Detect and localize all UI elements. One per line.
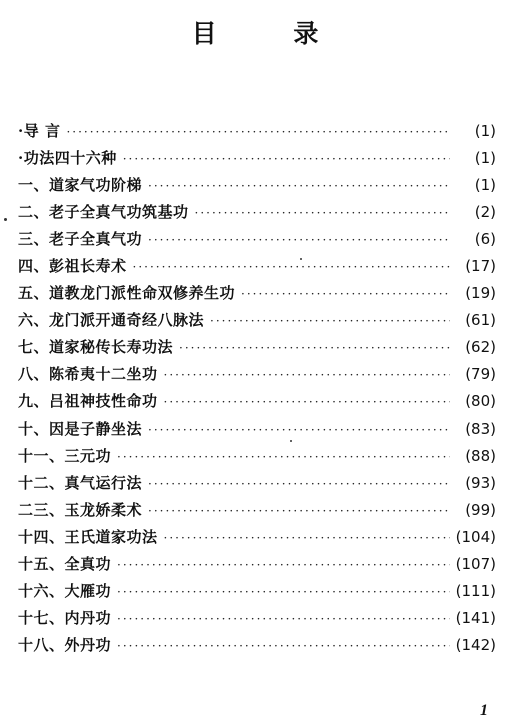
toc-entry[interactable] <box>18 445 496 472</box>
page-title: 目 录 <box>191 19 353 48</box>
toc-entry[interactable] <box>18 526 496 553</box>
toc-entry[interactable] <box>18 336 496 363</box>
toc-entry-page: (6) <box>474 230 496 249</box>
toc-entry[interactable] <box>18 607 496 634</box>
toc-entry-label: 三、老子全真气功 <box>18 230 143 249</box>
dot-leader <box>210 314 450 328</box>
toc-entry-page: (2) <box>474 203 496 222</box>
dot-leader <box>117 639 450 653</box>
toc-entry-page: (79) <box>465 365 496 384</box>
toc-entry-label: 六、龙门派开通奇经八脉法 <box>18 311 205 330</box>
toc-entry-label: 二、老子全真气功筑基功 <box>18 203 189 222</box>
dot-leader <box>117 612 450 626</box>
toc-entry-page: (88) <box>465 446 496 465</box>
toc-entry-page: (111) <box>455 581 496 600</box>
toc-entry[interactable] <box>18 499 496 526</box>
toc-entry[interactable] <box>18 580 496 607</box>
toc-entry-label: ·导 言 <box>18 122 61 140</box>
toc-entry-label: 十、因是子静坐法 <box>18 419 143 438</box>
toc-entry-label: 十一、三元功 <box>18 446 112 465</box>
dot-leader <box>164 531 450 545</box>
toc-entry-label: 八、陈希夷十二坐功 <box>18 365 158 384</box>
toc-entry-page: (104) <box>455 527 496 546</box>
toc-entry-label: 五、道教龙门派性命双修养生功 <box>18 284 236 303</box>
dot-leader <box>123 152 450 166</box>
toc-entry-page: (1) <box>474 176 496 195</box>
toc-entry-page: (83) <box>465 419 496 438</box>
dot-leader <box>66 125 450 139</box>
dot-leader <box>117 585 450 599</box>
toc-entry[interactable] <box>18 363 496 390</box>
scan-speck <box>300 258 302 260</box>
toc-entry-label: 四、彭祖长寿术 <box>18 257 127 276</box>
toc-entry[interactable] <box>18 147 496 174</box>
toc-entry[interactable] <box>18 634 496 661</box>
toc-entry[interactable] <box>18 201 496 228</box>
toc-entry[interactable] <box>18 174 496 201</box>
toc-entry-label: ·功法四十六种 <box>18 149 117 168</box>
toc-entry[interactable] <box>18 255 496 282</box>
dot-leader <box>164 395 450 409</box>
toc-entry[interactable] <box>18 390 496 417</box>
dot-leader <box>148 504 450 518</box>
toc-entry[interactable] <box>18 418 496 445</box>
toc-entry[interactable] <box>18 120 496 147</box>
toc-entry-page: (17) <box>465 257 496 276</box>
toc-entry-page: (19) <box>465 284 496 303</box>
toc-entry-page: (61) <box>465 311 496 330</box>
toc-entry-label: 一、道家气功阶梯 <box>18 176 143 195</box>
page-number: 1 <box>480 702 488 719</box>
dot-leader <box>148 233 450 247</box>
toc-entry-label: 十四、王氏道家功法 <box>18 527 158 546</box>
toc-entry[interactable] <box>18 228 496 255</box>
toc-entry-page: (99) <box>465 500 496 519</box>
dot-leader <box>133 260 450 274</box>
toc-entry-page: (141) <box>455 608 496 627</box>
toc-entry[interactable] <box>18 282 496 309</box>
dot-leader <box>241 287 450 301</box>
dot-leader <box>148 423 450 437</box>
toc-entry-label: 十七、内丹功 <box>18 608 112 627</box>
toc-entry-label: 十八、外丹功 <box>18 635 112 654</box>
toc-entry[interactable] <box>18 309 496 336</box>
toc-entry[interactable] <box>18 553 496 580</box>
toc-entry-page: (1) <box>474 122 496 140</box>
scan-speck <box>290 440 292 442</box>
toc-entry-page: (93) <box>465 473 496 492</box>
toc-entry-page: (142) <box>455 635 496 654</box>
toc-entry-page: (107) <box>455 554 496 573</box>
table-of-contents <box>18 120 496 661</box>
toc-entry-page: (80) <box>465 392 496 411</box>
toc-entry[interactable] <box>18 472 496 499</box>
toc-entry-page: (62) <box>465 338 496 357</box>
toc-entry-label: 十六、大雁功 <box>18 581 112 600</box>
toc-entry-page: (1) <box>474 149 496 168</box>
dot-leader <box>148 179 450 193</box>
dot-leader <box>195 206 450 220</box>
dot-leader <box>179 341 450 355</box>
scan-speck <box>4 218 7 221</box>
dot-leader <box>148 477 450 491</box>
dot-leader <box>117 450 450 464</box>
dot-leader <box>164 368 450 382</box>
toc-entry-label: 十二、真气运行法 <box>18 473 143 492</box>
dot-leader <box>117 558 450 572</box>
toc-entry-label: 九、吕祖神技性命功 <box>18 392 158 411</box>
toc-entry-label: 七、道家秘传长寿功法 <box>18 338 174 357</box>
toc-entry-label: 十五、全真功 <box>18 554 112 573</box>
toc-entry-label: 二三、玉龙娇柔术 <box>18 500 143 519</box>
